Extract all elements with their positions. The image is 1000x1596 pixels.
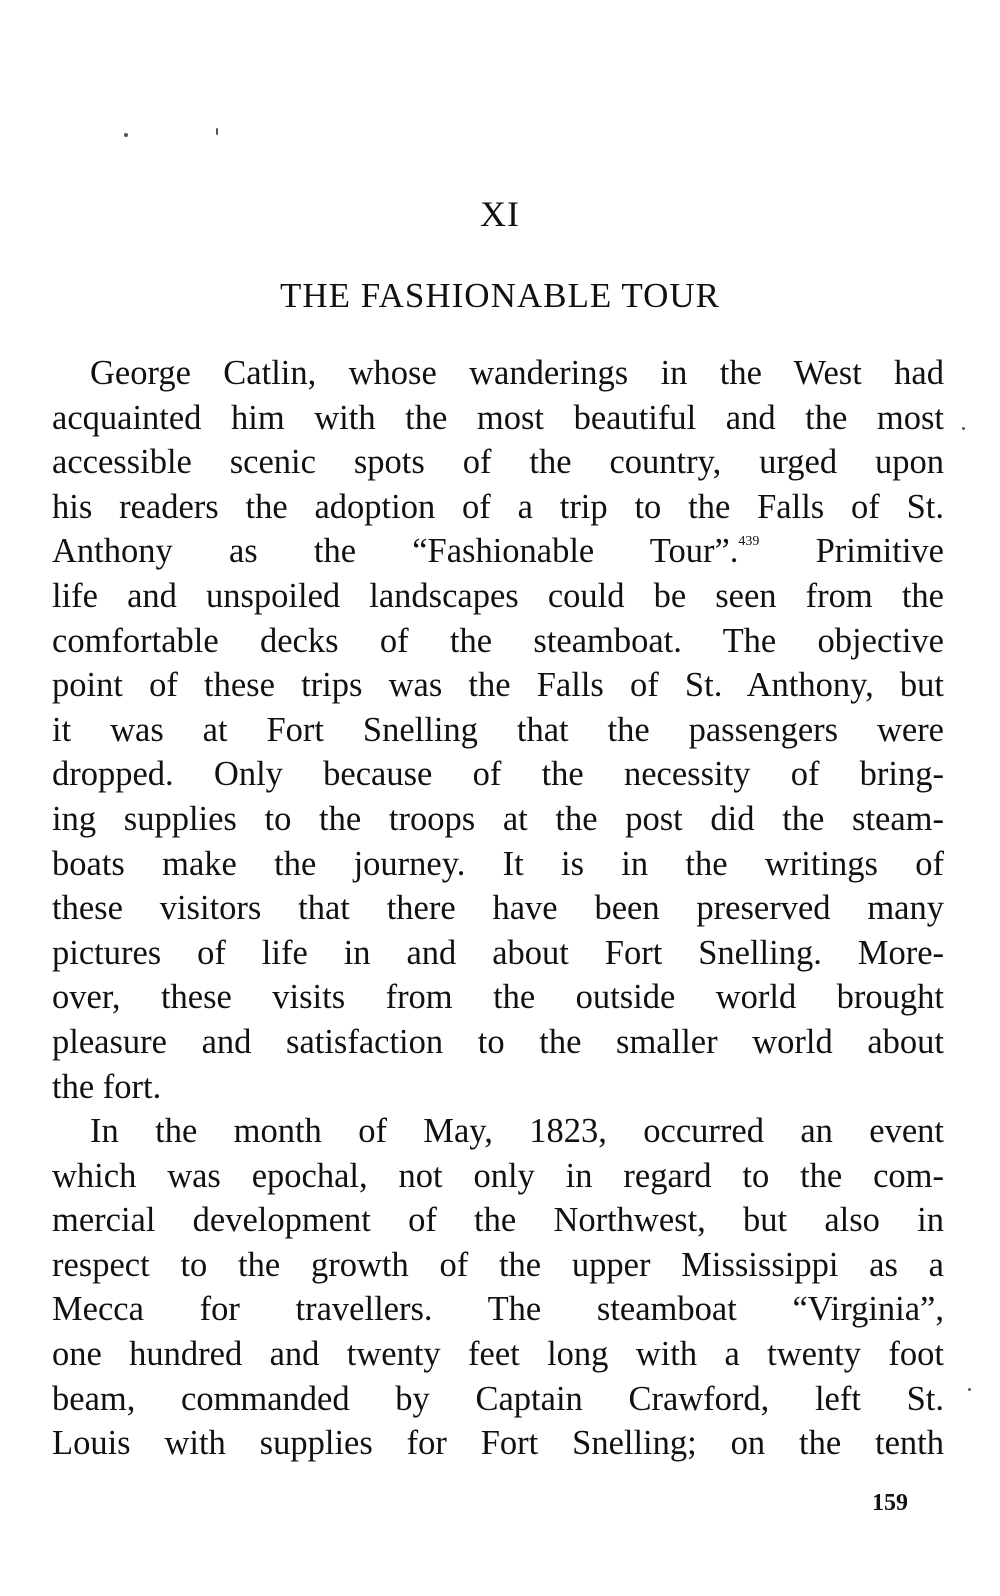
text-line: mercial development of the Northwest, but also in [52, 1201, 944, 1240]
text-line: which was epochal, not only in regard to the com- [52, 1156, 944, 1195]
text-line: these visitors that there have been preserved many [52, 889, 944, 928]
text-line: beam, commanded by Captain Crawford, left St. [52, 1379, 944, 1418]
text-line: it was at Fort Snelling that the passengers were [52, 710, 944, 749]
text-line: life and unspoiled landscapes could be seen from the [52, 576, 944, 615]
text-line: accessible scenic spots of the country, urged upon [52, 443, 944, 482]
paragraph-2 [52, 1109, 944, 1466]
text-line: acquainted him with the most beautiful and the most [52, 398, 944, 437]
text-line: boats make the journey. It is in the writings of [52, 844, 944, 883]
text-line: his readers the adoption of a trip to the Falls of St. [52, 487, 944, 526]
text-line: pleasure and satisfaction to the smaller world about [52, 1022, 944, 1061]
page-number: 159 [872, 1490, 908, 1516]
text-line: respect to the growth of the upper Mississippi as a [52, 1245, 944, 1284]
text-line: Mecca for travellers. The steamboat “Virginia”, [52, 1290, 944, 1329]
text-line: In the month of May, 1823, occurred an event [90, 1112, 944, 1151]
text-line: point of these trips was the Falls of St. Anthony, but [52, 666, 944, 705]
speck-mark [968, 1388, 971, 1391]
speck-mark [124, 133, 128, 137]
text-line: dropped. Only because of the necessity of bring- [52, 755, 944, 794]
text-line: over, these visits from the outside world brought [52, 978, 944, 1017]
speck-mark [216, 128, 218, 135]
body-text [52, 351, 944, 1466]
text-fragment: Primitive [815, 532, 944, 571]
text-line: George Catlin, whose wanderings in the West had [90, 354, 944, 392]
text-line: pictures of life in and about Fort Snelling. More- [52, 933, 944, 972]
paragraph-1 [52, 351, 944, 1109]
speck-mark [962, 427, 965, 430]
text-line-with-footnote [52, 529, 944, 574]
text-line: one hundred and twenty feet long with a twenty foot [52, 1335, 944, 1374]
text-line: ing supplies to the troops at the post did the steam- [52, 799, 944, 838]
footnote-reference: 439 [738, 534, 760, 550]
text-line: the fort. [52, 1067, 162, 1106]
chapter-number: XI [480, 194, 520, 234]
text-line: comfortable decks of the steamboat. The objective [52, 621, 944, 660]
chapter-title: THE FASHIONABLE TOUR [279, 276, 721, 315]
text-fragment: Anthony as the “Fashionable Tour”. [52, 532, 739, 571]
text-line: Louis with supplies for Fort Snelling; on the tenth [52, 1424, 944, 1463]
